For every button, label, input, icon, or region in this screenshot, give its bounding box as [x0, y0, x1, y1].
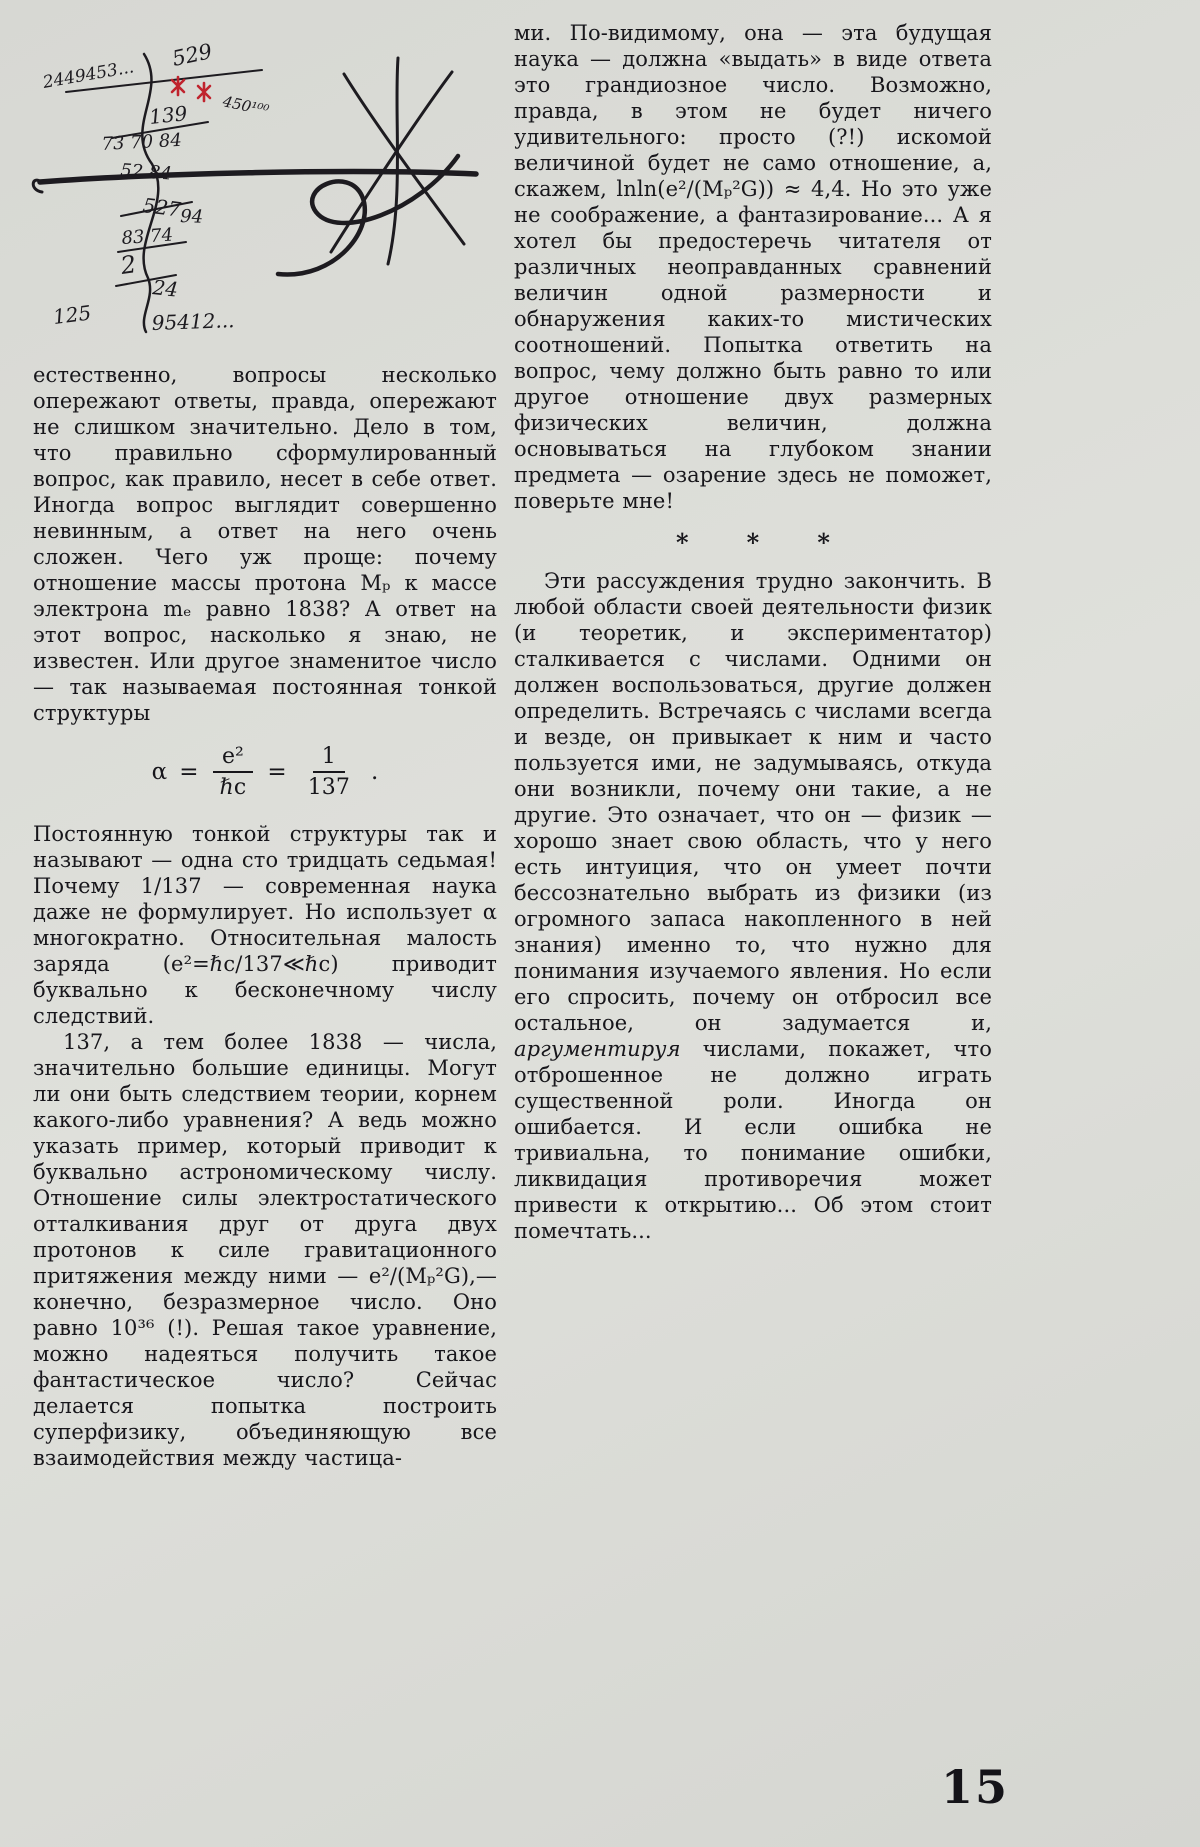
body-paragraph: Постоянную тонкой структуры так и называют — одна сто тридцать седьмая! Почему 1/137 — современная наука даже не формулирует. Но использует α многократно. Относительная малость заряда (e²=ℏc/137≪ℏc) приводит буквально к бесконечному числу следствий.	[33, 821, 497, 1028]
formula-fraction	[211, 744, 256, 801]
separator-asterisk: *	[746, 528, 760, 557]
doodle-number: 125	[51, 300, 93, 329]
fraction-denominator: ℏc	[219, 775, 247, 801]
fraction-numerator: e²	[213, 744, 253, 773]
doodle-number: 83 74	[120, 224, 174, 249]
body-paragraph: 137, а тем более 1838 — числа, значительно большие единицы. Могут ли они быть следствием теории, корнем какого-либо уравнения? А ведь можно указать пример, который приводит к буквально астрономическому числу. Отношение силы электростатического отталкивания друг от друга двух протонов к силе гравитационного притяжения между ними — e²/(Mₚ²G),— конечно, безразмерное число. Оно равно 10³⁶ (!). Решая такое уравнение, можно надеяться получить такое фантастическое число? Сейчас делается попытка построить суперфизику, объединяющую все взаимодействия между частица-	[33, 1029, 497, 1470]
body-paragraph: естественно, вопросы несколько опережают ответы, правда, опережают не слишком значительно. Дело в том, что правильно сформулированный вопрос, как правило, несет в себе ответ. Иногда вопрос выглядит совершенно невинным, а ответ на него очень сложен. Чего уж проще: почему отношение массы протона Mₚ к массе электрона mₑ равно 1838? А ответ на этот вопрос, насколько я знаю, не известен. Или другое знаменитое число — так называемая постоянная тонкой структуры	[33, 363, 497, 725]
formula-equals: =	[179, 759, 199, 786]
separator-asterisk: *	[676, 528, 689, 557]
section-separator	[514, 530, 992, 556]
italic-word: аргументируя	[514, 1037, 681, 1061]
separator-asterisk: *	[817, 528, 830, 557]
doodle-number: 529	[170, 39, 215, 71]
fraction-numerator: 1	[313, 744, 345, 773]
formula-period: .	[370, 759, 379, 786]
fine-structure-formula	[33, 744, 497, 801]
doodle-number: 139	[148, 101, 189, 129]
doodle-number: 2	[118, 250, 138, 280]
formula-equals: =	[267, 759, 287, 786]
doodle-canvas	[26, 16, 490, 356]
doodle-number: 24	[151, 275, 180, 302]
handwritten-doodle	[26, 16, 490, 356]
doodle-number: 94	[179, 206, 204, 228]
left-column	[33, 362, 497, 1471]
page-number: 15	[941, 1760, 1010, 1814]
red-asterisk-mark	[198, 83, 210, 101]
formula-fraction	[299, 744, 359, 801]
fraction-denominator: 137	[307, 775, 350, 801]
doodle-number: 527	[141, 193, 183, 222]
paragraph-segment: числами, покажет, что отброшенное не должно играть существенной роли. Иногда он ошибается. И если ошибка не тривиальна, то понимание ошибки, ликвидация противоречия может привести к открытию... Об этом стоит помечтать...	[514, 1037, 992, 1243]
doodle-number: 95412...	[151, 308, 235, 335]
doodle-number: 2449453...	[41, 57, 136, 93]
doodle-number: 73 70 84	[101, 129, 183, 155]
formula-alpha: α	[151, 759, 168, 786]
body-paragraph	[514, 568, 992, 1244]
right-column	[514, 20, 992, 1244]
doodle-number: 52 84	[119, 160, 173, 185]
body-paragraph: ми. По-видимому, она — эта будущая наука — должна «выдать» в виде ответа это грандиозное число. Возможно, правда, в этом не будет ничего удивительного: просто (?!) искомой величиной будет не само отношение, а, скажем, lnln(e²/(Mₚ²G)) ≈ 4,4. Но это уже не соображение, а фантазирование... А я хотел бы предостеречь читателя от различных неоправданных сравнений величин одной размерности и обнаружения каких-то мистических соотношений. Попытка ответить на вопрос, чему должно быть равно то или другое отношение двух размерных физических величин, должна основываться на глубоком знании предмета — озарение здесь не поможет, поверьте мне!	[514, 21, 992, 513]
paragraph-segment: Эти рассуждения трудно закончить. В любой области своей деятельности физик (и теоретик, и экспериментатор) сталкивается с числами. Одними он должен воспользоваться, другие должен определить. Встречаясь с числами всегда и везде, он привыкает к ним и часто пользуется ими, не задумываясь, откуда они возникли, почему они такие, а не другие. Это означает, что он — физик — хорошо знает свою область, что у него есть интуиция, что он умеет почти бессознательно выбрать из физики (из огромного запаса накопленного в ней знания) именно то, что нужно для понимания изучаемого явления. Но если его спросить, почему он отбросил все остальное, он задумается и,	[514, 569, 992, 1035]
doodle-number: 450¹⁰⁰	[221, 92, 271, 120]
